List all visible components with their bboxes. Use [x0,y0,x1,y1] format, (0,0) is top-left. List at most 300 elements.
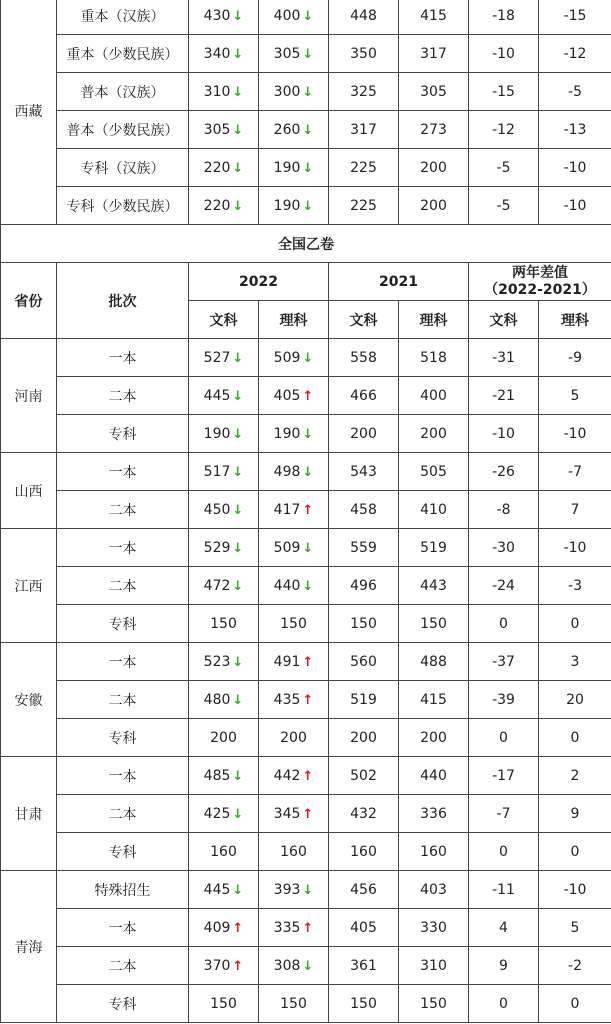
province-header: 省份 [1,263,57,339]
batch-cell: 专科（汉族） [57,149,189,187]
score-value: 435 [273,691,301,708]
wen-diff-cell: -30 [469,529,539,567]
wen-2021-cell: 200 [329,415,399,453]
score-value: 393 [273,881,301,898]
arrow-down-icon: ↓ [232,578,244,594]
table-row [1,35,611,73]
batch-cell: 二本 [57,491,189,529]
wen-diff-cell: 9 [469,947,539,985]
score-value: 310 [203,83,231,100]
li-diff-cell: -10 [539,149,611,187]
li-2022-cell [259,35,329,73]
table-row [1,111,611,149]
wen-2021-cell: 496 [329,567,399,605]
score-value: 442 [273,767,301,784]
arrow-down-icon: ↓ [232,464,244,480]
table-row [1,567,611,605]
wen-2022-cell [189,529,259,567]
li-diff-cell: -15 [539,0,611,35]
score-value: 150 [210,615,237,632]
batch-cell: 二本 [57,567,189,605]
wen-diff-cell: -10 [469,35,539,73]
wen-diff-cell: -5 [469,149,539,187]
province-cell: 河南 [1,339,57,453]
score-value: 509 [273,349,301,366]
li-diff-cell: 0 [539,985,611,1023]
wen-2022-cell [189,149,259,187]
batch-cell: 一本 [57,339,189,377]
wen-2022-cell [189,757,259,795]
arrow-down-icon: ↓ [232,46,244,62]
arrow-up-icon: ↑ [302,806,314,822]
wen-2022-cell [189,567,259,605]
score-value: 340 [203,45,231,62]
li-subheader: 理科 [539,301,611,339]
li-2021-cell: 200 [399,415,469,453]
wen-2022-cell [189,605,259,643]
arrow-down-icon: ↓ [302,958,314,974]
score-value: 425 [203,805,231,822]
arrow-up-icon: ↑ [302,654,314,670]
wen-2021-cell: 458 [329,491,399,529]
li-diff-cell: 20 [539,681,611,719]
score-value: 160 [210,843,237,860]
arrow-up-icon: ↑ [232,920,244,936]
li-2021-cell: 443 [399,567,469,605]
score-value: 498 [273,463,301,480]
score-value: 190 [273,159,301,176]
li-2022-cell [259,833,329,871]
score-value: 417 [273,501,301,518]
wen-2021-cell: 432 [329,795,399,833]
li-diff-cell: -10 [539,529,611,567]
table-row [1,719,611,757]
score-value: 445 [203,387,231,404]
li-2022-cell [259,909,329,947]
batch-header: 批次 [57,263,189,339]
section-title: 全国乙卷 [1,225,611,263]
wen-2021-cell: 448 [329,0,399,35]
arrow-down-icon: ↓ [302,8,314,24]
wen-2022-cell [189,947,259,985]
score-value: 190 [273,425,301,442]
score-value: 150 [210,995,237,1012]
table-row [1,833,611,871]
wen-2022-cell [189,415,259,453]
batch-cell: 二本 [57,795,189,833]
wen-2022-cell [189,339,259,377]
year-2022-header: 2022 [189,263,329,301]
arrow-down-icon: ↓ [232,122,244,138]
li-subheader: 理科 [259,301,329,339]
li-diff-cell: -10 [539,187,611,225]
arrow-down-icon: ↓ [302,198,314,214]
li-2021-cell: 273 [399,111,469,149]
table-row [1,757,611,795]
batch-cell: 专科 [57,719,189,757]
score-value: 260 [273,121,301,138]
diff-header-title: 两年差值 [512,264,568,281]
score-value: 517 [203,463,231,480]
section-title-row [1,225,611,263]
arrow-down-icon: ↓ [232,8,244,24]
arrow-down-icon: ↓ [232,350,244,366]
li-2021-cell: 518 [399,339,469,377]
wen-2022-cell [189,833,259,871]
wen-2022-cell [189,491,259,529]
batch-cell: 二本 [57,947,189,985]
wen-diff-cell: -39 [469,681,539,719]
score-value: 345 [273,805,301,822]
wen-diff-cell: -12 [469,111,539,149]
li-2022-cell [259,795,329,833]
score-value: 405 [273,387,301,404]
arrow-down-icon: ↓ [302,84,314,100]
li-2021-cell: 488 [399,643,469,681]
score-value: 485 [203,767,231,784]
arrow-down-icon: ↓ [302,122,314,138]
arrow-down-icon: ↓ [302,350,314,366]
wen-2021-cell: 543 [329,453,399,491]
li-2021-cell: 305 [399,73,469,111]
li-2021-cell: 415 [399,0,469,35]
score-value: 523 [203,653,231,670]
li-diff-cell: -3 [539,567,611,605]
li-2022-cell [259,187,329,225]
arrow-down-icon: ↓ [232,692,244,708]
li-2021-cell: 200 [399,719,469,757]
li-2021-cell: 519 [399,529,469,567]
arrow-down-icon: ↓ [302,882,314,898]
score-value: 200 [280,729,307,746]
table-body [1,0,611,1023]
wen-diff-cell: -37 [469,643,539,681]
score-value: 190 [273,197,301,214]
wen-2021-cell: 200 [329,719,399,757]
batch-cell: 专科 [57,605,189,643]
arrow-down-icon: ↓ [302,46,314,62]
li-2022-cell [259,453,329,491]
wen-2021-cell: 559 [329,529,399,567]
score-value: 305 [203,121,231,138]
wen-diff-cell: -26 [469,453,539,491]
score-value: 529 [203,539,231,556]
wen-diff-cell: -10 [469,415,539,453]
arrow-down-icon: ↓ [302,578,314,594]
table-row [1,73,611,111]
wen-2021-cell: 502 [329,757,399,795]
table-row [1,415,611,453]
wen-2021-cell: 519 [329,681,399,719]
score-value: 409 [203,919,231,936]
wen-diff-cell: 0 [469,985,539,1023]
year-2021-header: 2021 [329,263,469,301]
li-diff-cell: -2 [539,947,611,985]
li-2022-cell [259,605,329,643]
wen-2022-cell [189,73,259,111]
table-row [1,909,611,947]
wen-diff-cell: -24 [469,567,539,605]
wen-2022-cell [189,453,259,491]
wen-diff-cell: 0 [469,605,539,643]
score-value: 472 [203,577,231,594]
wen-2022-cell [189,985,259,1023]
arrow-down-icon: ↓ [232,198,244,214]
arrow-down-icon: ↓ [302,464,314,480]
li-diff-cell: 5 [539,909,611,947]
score-value: 305 [273,45,301,62]
table-row [1,149,611,187]
score-value: 440 [273,577,301,594]
table-row [1,187,611,225]
wen-2021-cell: 350 [329,35,399,73]
li-diff-cell: -10 [539,415,611,453]
li-2022-cell [259,415,329,453]
wen-2022-cell [189,111,259,149]
wen-2021-cell: 317 [329,111,399,149]
batch-cell: 二本 [57,377,189,415]
score-value: 527 [203,349,231,366]
batch-cell: 一本 [57,453,189,491]
li-2022-cell [259,111,329,149]
wen-diff-cell: -21 [469,377,539,415]
li-2022-cell [259,567,329,605]
li-diff-cell: 3 [539,643,611,681]
wen-2022-cell [189,35,259,73]
wen-diff-cell: -8 [469,491,539,529]
arrow-down-icon: ↓ [232,540,244,556]
province-cell: 西藏 [1,0,57,225]
score-value: 370 [203,957,231,974]
wen-diff-cell: -15 [469,73,539,111]
batch-cell: 专科 [57,985,189,1023]
table-row [1,377,611,415]
province-cell: 安徽 [1,643,57,757]
li-diff-cell: -12 [539,35,611,73]
batch-cell: 二本 [57,681,189,719]
li-2021-cell: 317 [399,35,469,73]
li-2022-cell [259,0,329,35]
batch-cell: 特殊招生 [57,871,189,909]
batch-cell: 一本 [57,643,189,681]
wen-2022-cell [189,377,259,415]
arrow-down-icon: ↓ [302,540,314,556]
wen-subheader: 文科 [329,301,399,339]
wen-2021-cell: 361 [329,947,399,985]
wen-2022-cell [189,643,259,681]
li-2022-cell [259,377,329,415]
batch-cell: 重本（汉族） [57,0,189,35]
score-value: 308 [273,957,301,974]
wen-2022-cell [189,187,259,225]
li-2021-cell: 505 [399,453,469,491]
wen-2021-cell: 466 [329,377,399,415]
score-value: 190 [203,425,231,442]
province-cell: 青海 [1,871,57,1023]
table-row [1,985,611,1023]
li-2022-cell [259,719,329,757]
wen-subheader: 文科 [189,301,259,339]
wen-2021-cell: 325 [329,73,399,111]
table-row [1,947,611,985]
arrow-down-icon: ↓ [232,502,244,518]
batch-cell: 普本（汉族） [57,73,189,111]
table-row [1,681,611,719]
score-value: 220 [203,197,231,214]
score-value: 220 [203,159,231,176]
score-value: 150 [280,995,307,1012]
wen-2022-cell [189,909,259,947]
table-row [1,453,611,491]
score-value: 150 [280,615,307,632]
li-2021-cell: 330 [399,909,469,947]
li-2022-cell [259,757,329,795]
batch-cell: 专科 [57,415,189,453]
score-value: 450 [203,501,231,518]
li-diff-cell: -7 [539,453,611,491]
li-diff-cell: -5 [539,73,611,111]
wen-2021-cell: 456 [329,871,399,909]
li-2021-cell: 440 [399,757,469,795]
arrow-down-icon: ↓ [232,806,244,822]
li-2021-cell: 410 [399,491,469,529]
score-value: 335 [273,919,301,936]
wen-diff-cell: 0 [469,719,539,757]
li-2021-cell: 400 [399,377,469,415]
wen-diff-cell: -11 [469,871,539,909]
batch-cell: 重本（少数民族） [57,35,189,73]
score-value: 491 [273,653,301,670]
arrow-up-icon: ↑ [302,768,314,784]
batch-cell: 一本 [57,757,189,795]
batch-cell: 一本 [57,909,189,947]
wen-diff-cell: -5 [469,187,539,225]
li-2022-cell [259,339,329,377]
wen-diff-cell: -18 [469,0,539,35]
wen-2021-cell: 405 [329,909,399,947]
province-cell: 江西 [1,529,57,643]
score-value: 300 [273,83,301,100]
li-subheader: 理科 [399,301,469,339]
arrow-down-icon: ↓ [232,882,244,898]
province-cell: 甘肃 [1,757,57,871]
arrow-up-icon: ↑ [302,502,314,518]
wen-2021-cell: 160 [329,833,399,871]
wen-2022-cell [189,795,259,833]
li-2022-cell [259,149,329,187]
wen-2021-cell: 560 [329,643,399,681]
score-value: 400 [273,7,301,24]
li-2021-cell: 150 [399,605,469,643]
li-2022-cell [259,681,329,719]
wen-diff-cell: -31 [469,339,539,377]
table-row [1,795,611,833]
li-2022-cell [259,529,329,567]
li-2021-cell: 336 [399,795,469,833]
table-row [1,339,611,377]
wen-2021-cell: 558 [329,339,399,377]
li-2021-cell: 160 [399,833,469,871]
li-2021-cell: 310 [399,947,469,985]
arrow-down-icon: ↓ [232,768,244,784]
arrow-down-icon: ↓ [232,654,244,670]
batch-cell: 普本（少数民族） [57,111,189,149]
arrow-up-icon: ↑ [302,692,314,708]
li-diff-cell: 9 [539,795,611,833]
table-row [1,491,611,529]
li-diff-cell: 5 [539,377,611,415]
table-row [1,605,611,643]
li-diff-cell: 0 [539,605,611,643]
li-diff-cell: 0 [539,719,611,757]
li-2021-cell: 403 [399,871,469,909]
score-value: 200 [210,729,237,746]
wen-2022-cell [189,719,259,757]
table-row [1,871,611,909]
batch-cell: 专科（少数民族） [57,187,189,225]
arrow-down-icon: ↓ [232,388,244,404]
arrow-down-icon: ↓ [302,160,314,176]
li-diff-cell: -10 [539,871,611,909]
table-row [1,643,611,681]
diff-header [469,263,611,301]
wen-diff-cell: 0 [469,833,539,871]
wen-2021-cell: 150 [329,985,399,1023]
li-2022-cell [259,73,329,111]
score-value: 445 [203,881,231,898]
score-value: 509 [273,539,301,556]
arrow-down-icon: ↓ [232,426,244,442]
table-row [1,0,611,35]
header-row [1,263,611,301]
table-row [1,529,611,567]
arrow-up-icon: ↑ [302,388,314,404]
li-2021-cell: 200 [399,187,469,225]
li-2022-cell [259,871,329,909]
wen-2022-cell [189,0,259,35]
wen-2022-cell [189,681,259,719]
li-2022-cell [259,643,329,681]
wen-diff-cell: 4 [469,909,539,947]
batch-cell: 一本 [57,529,189,567]
wen-2021-cell: 150 [329,605,399,643]
score-value: 480 [203,691,231,708]
li-2022-cell [259,985,329,1023]
batch-cell: 专科 [57,833,189,871]
wen-subheader: 文科 [469,301,539,339]
li-2021-cell: 150 [399,985,469,1023]
li-diff-cell: 7 [539,491,611,529]
li-2022-cell [259,491,329,529]
province-cell: 山西 [1,453,57,529]
wen-2022-cell [189,871,259,909]
li-2021-cell: 415 [399,681,469,719]
li-diff-cell: 0 [539,833,611,871]
score-value: 430 [203,7,231,24]
wen-2021-cell: 225 [329,187,399,225]
wen-diff-cell: -17 [469,757,539,795]
li-diff-cell: -13 [539,111,611,149]
li-2021-cell: 200 [399,149,469,187]
li-2022-cell [259,947,329,985]
arrow-up-icon: ↑ [232,958,244,974]
li-diff-cell: 2 [539,757,611,795]
arrow-down-icon: ↓ [232,84,244,100]
arrow-up-icon: ↑ [302,920,314,936]
arrow-down-icon: ↓ [302,426,314,442]
diff-header-range: （2022-2021） [484,281,596,298]
arrow-down-icon: ↓ [232,160,244,176]
